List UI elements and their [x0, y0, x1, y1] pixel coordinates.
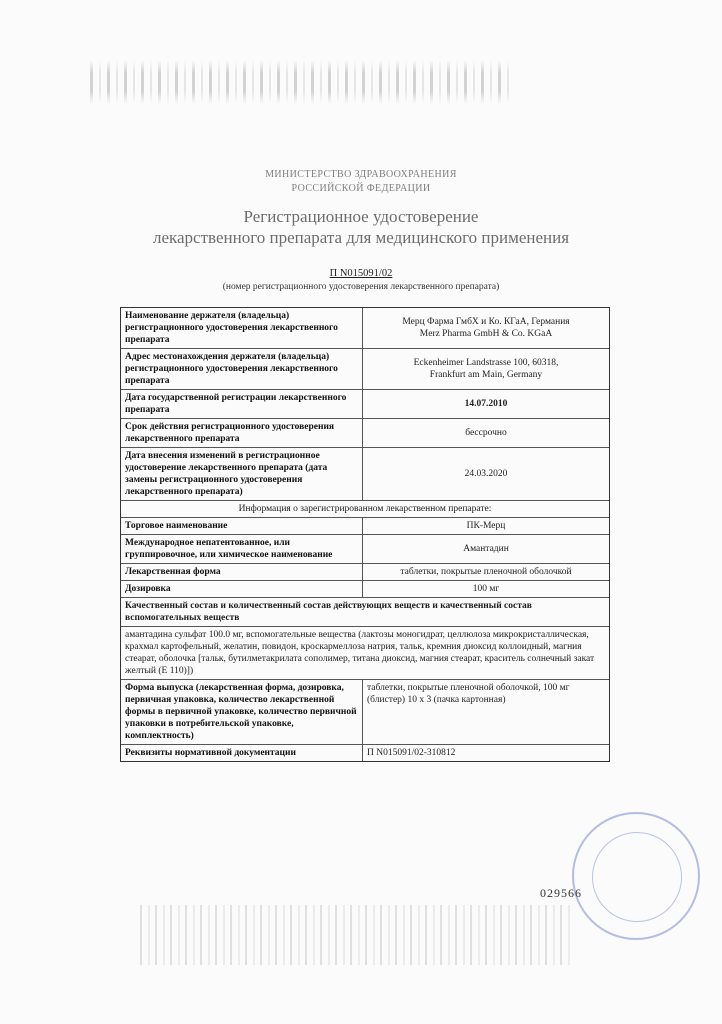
changes-date-value: 24.03.2020 — [464, 469, 508, 479]
dosage-form-value: таблетки, покрытые пленочной оболочкой — [400, 567, 572, 577]
trade-name-label: Торговое наименование — [121, 518, 363, 534]
title-line-2: лекарственного препарата для медицинского применения — [152, 228, 570, 247]
info-heading: Информация о зарегистрированном лекарственном препарате: — [238, 504, 492, 514]
holder-address-value — [363, 349, 609, 389]
info-heading-row — [121, 501, 609, 518]
release-form-value: таблетки, покрытые пленочной оболочкой, 100 мг (блистер) 10 х 3 (пачка картонная) — [367, 683, 570, 705]
normative-row — [121, 745, 609, 761]
registration-number-caption: (номер регистрационного удостоверения лекарственного препарата) — [222, 282, 500, 292]
release-form-label: Форма выпуска (лекарственная форма, дозировка, первичная упаковка, количество лекарственной формы в первичной упаковке, количество первичной упаковки в потребительской упаковке, комплектность) — [121, 680, 363, 744]
ministry-line-1: МИНИСТЕРСТВО ЗДРАВООХРАНЕНИЯ — [265, 169, 457, 180]
trade-name-value: ПК-Мерц — [466, 521, 506, 531]
holder-name-line-1: Мерц Фарма ГмбХ и Ко. КГаА, Германия — [402, 317, 570, 327]
serial-number: 029566 — [540, 886, 582, 900]
holder-name-line-2: Merz Pharma GmbH & Co. KGaA — [419, 329, 553, 339]
registration-date-label: Дата государственной регистрации лекарственного препарата — [121, 390, 363, 418]
composition-text: амантадина сульфат 100.0 мг, вспомогательные вещества (лактозы моногидрат, целлюлоза микрокристаллическая, крахмал картофельный, желатин, повидон, кроскармеллоза натрия, тальк, кремния диоксид коллоидный, магния стеарат, оболочка [тальк, бутилметакрилата сополимер, титана диоксид, магния стеарат, краситель солнечный закат желтый (E 110)]) — [125, 630, 595, 676]
inn-row — [121, 535, 609, 564]
dosage-form-label: Лекарственная форма — [121, 564, 363, 580]
holder-address-row — [121, 349, 609, 390]
scan-noise-top — [90, 60, 510, 104]
inn-label: Международное непатентованное, или группировочное, или химическое наименование — [121, 535, 363, 563]
composition-heading: Качественный состав и количественный состав действующих веществ и качественный состав вспомогательных веществ — [125, 601, 532, 623]
holder-address-line-2: Frankfurt am Main, Germany — [429, 370, 543, 380]
dose-value: 100 мг — [472, 584, 500, 594]
composition-text-row — [121, 627, 609, 680]
changes-date-row — [121, 448, 609, 501]
trade-name-row — [121, 518, 609, 535]
validity-value: бессрочно — [465, 428, 507, 438]
inn-value: Амантадин — [463, 544, 509, 554]
stamp-inner-ring — [592, 832, 682, 922]
holder-name-value — [363, 308, 609, 348]
document-title — [0, 206, 722, 248]
title-line-1: Регистрационное удостоверение — [243, 207, 479, 226]
changes-date-label: Дата внесения изменений в регистрационное удостоверение лекарственного препарата (дата замены регистрационного удостоверения лекарственного препарата) — [121, 448, 363, 500]
ministry-header — [0, 168, 722, 196]
validity-label: Срок действия регистрационного удостоверения лекарственного препарата — [121, 419, 363, 447]
normative-value: П N015091/02-310812 — [367, 748, 456, 758]
registration-date-row — [121, 390, 609, 419]
holder-address-line-1: Eckenheimer Landstrasse 100, 60318, — [413, 358, 559, 368]
dosage-form-row — [121, 564, 609, 581]
validity-row — [121, 419, 609, 448]
registration-date-value: 14.07.2010 — [464, 399, 508, 409]
scan-noise-bottom — [140, 905, 570, 965]
release-form-row — [121, 680, 609, 745]
normative-label: Реквизиты нормативной документации — [121, 745, 363, 761]
ministry-line-2: РОССИЙСКОЙ ФЕДЕРАЦИИ — [291, 183, 431, 194]
dose-label: Дозировка — [121, 581, 363, 597]
registration-number: П N015091/02 — [329, 268, 393, 279]
dose-row — [121, 581, 609, 598]
registration-form-table — [120, 307, 610, 762]
holder-name-label: Наименование держателя (владельца) регистрационного удостоверения лекарственного препарата — [121, 308, 363, 348]
official-stamp — [572, 812, 700, 940]
composition-heading-row — [121, 598, 609, 627]
holder-name-row — [121, 308, 609, 349]
holder-address-label: Адрес местонахождения держателя (владельца) регистрационного удостоверения лекарственного препарата — [121, 349, 363, 389]
